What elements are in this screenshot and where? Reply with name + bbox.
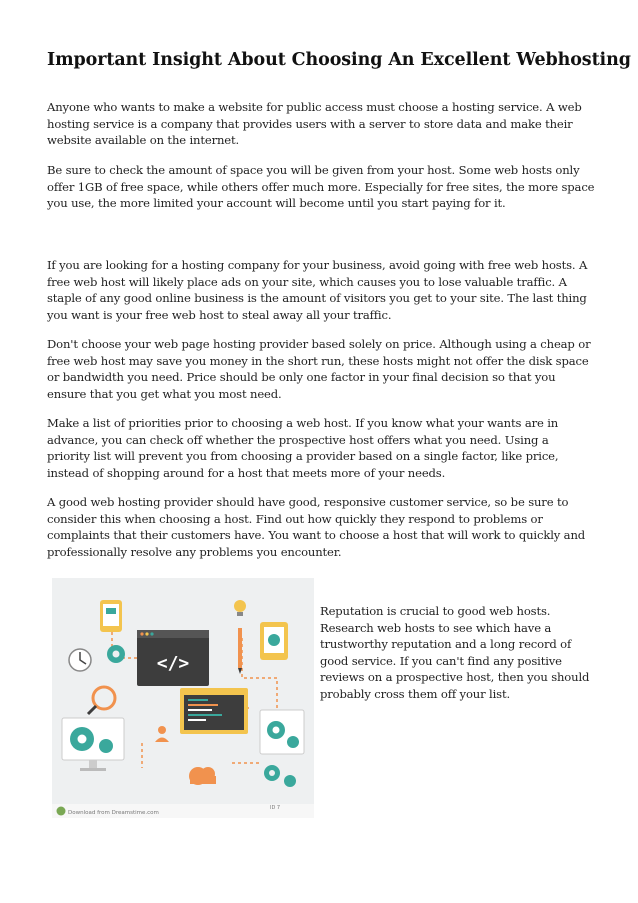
cloud-icon: [189, 767, 216, 785]
paragraph-1: Anyone who wants to make a website for public access must choose a hosting service. A web hosting service is a company that provides users with a server to store data and make their website available on the internet.: [47, 100, 582, 148]
watermark-right: ID 7: [270, 805, 281, 811]
clock-icon: [69, 649, 91, 671]
paragraph-2: Be sure to check the amount of space you will be given from your host. Some web hosts only offer 1GB of free space, while others offer much more. Especially for free sites, the more space you use, the more limited your account will become until you start paying for it.: [47, 163, 595, 211]
page-title: Important Insight About Choosing An Excellent Webhosting: [47, 50, 631, 70]
watermark-left: Download from Dreamstime.com: [68, 810, 159, 816]
phone-icon: [100, 600, 122, 632]
tablet-stand-icon: [260, 710, 304, 754]
paragraph-4: Don't choose your web page hosting provider based solely on price. Although using a cheap or free web host may save you money in the short run, these hosts might not offer the disk space or bandwidth you need. Price should be only one factor in your final decision so that you ensure that you get what you most need.: [47, 337, 591, 401]
web-hosting-illustration: [52, 578, 314, 818]
side-paragraph: Reputation is crucial to good web hosts. Research web hosts to see which have a trustworthy reputation and a long record of good service. If you can't find any positive reviews on a prospective host, then you should probably cross them off your list.: [320, 604, 590, 701]
tablet-icon: [260, 622, 288, 660]
browser-window-icon: [180, 688, 248, 734]
code-symbol: </>: [156, 653, 190, 674]
paragraph-6: A good web hosting provider should have good, responsive customer service, so be sure to consider this when choosing a host. Find out how quickly they respond to problems or complaints that their customers have. You want to choose a host that will work to quickly and professionally resolve any problems you encounter.: [47, 495, 586, 559]
paragraph-3: If you are looking for a hosting company for your business, avoid going with free web hosts. A free web host will likely place ads on your site, which causes you to lose valuable traffic. A staple of any good online business is the amount of visitors you get to your site. The last thing you want is your free web host to steal away all your traffic.: [47, 258, 588, 322]
pencil-icon: [238, 628, 242, 674]
gear-icon: [107, 645, 125, 663]
code-window-icon: [137, 630, 209, 686]
dreamstime-logo-icon: [57, 807, 66, 816]
paragraph-5: Make a list of priorities prior to choosing a web host. If you know what your wants are in advance, you can check off whether the prospective host offers what you need. Using a priority list will prevent you from choosing a provider based on a single factor, like price, instead of shopping around for a host that meets more of your needs.: [47, 416, 559, 480]
